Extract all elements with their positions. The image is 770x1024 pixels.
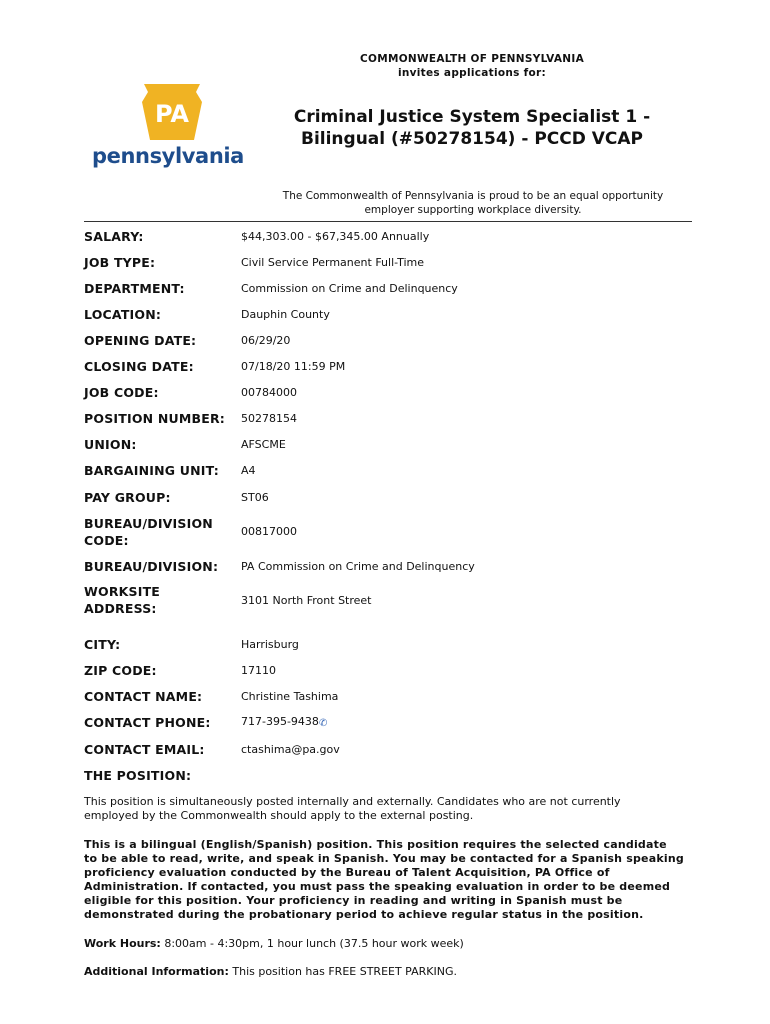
- field-label: JOB TYPE:: [84, 255, 156, 270]
- field-value: 00817000: [241, 525, 297, 538]
- field-label: LOCATION:: [84, 307, 162, 322]
- field-value: 17110: [241, 664, 276, 677]
- field-label: CLOSING DATE:: [84, 359, 194, 374]
- field-label: PAY GROUP:: [84, 490, 171, 505]
- field-label: CITY:: [84, 637, 121, 652]
- bilingual-line: to be able to read, write, and speak in Spanish. You may be contacted for a Spanish speaking: [84, 852, 684, 865]
- field-label: SALARY:: [84, 229, 144, 244]
- bilingual-line: demonstrated during the probationary period to achieve regular status in the position.: [84, 908, 644, 921]
- field-value: AFSCME: [241, 438, 286, 451]
- eeo-statement: [250, 189, 696, 217]
- field-label: BUREAU/DIVISION:: [84, 559, 219, 574]
- header-divider: [84, 221, 692, 222]
- job-title-line-2: Bilingual (#50278154) - PCCD VCAP: [300, 129, 644, 149]
- field-label-line-1: BUREAU/DIVISION: [84, 516, 213, 531]
- posting-note-line-2: employed by the Commonwealth should apply to the external posting.: [84, 809, 474, 822]
- field-value: Civil Service Permanent Full-Time: [241, 256, 425, 269]
- field-value: 06/29/20: [241, 334, 291, 347]
- field-label: OPENING DATE:: [84, 333, 197, 348]
- eeo-line-2: employer supporting workplace diversity.: [364, 204, 582, 216]
- email-link[interactable]: ctashima@pa.gov: [241, 743, 340, 756]
- additional-information: [84, 965, 694, 979]
- field-value: $44,303.00 - $67,345.00 Annually: [241, 230, 430, 243]
- field-label: CONTACT EMAIL:: [84, 742, 205, 757]
- employer-name: COMMONWEALTH OF PENNSYLVANIA: [359, 53, 585, 65]
- keystone-icon: [130, 82, 230, 144]
- phone-icon[interactable]: ✆: [318, 718, 328, 729]
- field-value: PA Commission on Crime and Delinquency: [241, 560, 475, 573]
- additional-information-value: This position has FREE STREET PARKING.: [228, 965, 457, 978]
- field-label: CONTACT NAME:: [84, 689, 203, 704]
- work-hours-label: Work Hours:: [84, 937, 161, 950]
- section-heading-position: THE POSITION:: [84, 768, 192, 783]
- field-value: 00784000: [241, 386, 297, 399]
- field-value-phone: [241, 714, 329, 729]
- field-value: 07/18/20 11:59 PM: [241, 360, 346, 373]
- logo-badge-text: PA: [155, 100, 189, 128]
- field-label: JOB CODE:: [84, 385, 159, 400]
- field-label: BARGAINING UNIT:: [84, 463, 219, 478]
- work-hours-value: 8:00am - 4:30pm, 1 hour lunch (37.5 hour work week): [160, 937, 464, 950]
- job-title-line-1: Criminal Justice System Specialist 1 -: [293, 107, 651, 127]
- field-value: Commission on Crime and Delinquency: [241, 282, 458, 295]
- field-label: UNION:: [84, 437, 137, 452]
- field-label: POSITION NUMBER:: [84, 411, 225, 426]
- field-value: ST06: [241, 491, 269, 504]
- field-label-line-2: ADDRESS:: [84, 601, 157, 616]
- field-label-line-1: WORKSITE: [84, 584, 161, 599]
- work-hours: [84, 937, 694, 951]
- invites-line: invites applications for:: [397, 67, 547, 79]
- bilingual-line: Administration. If contacted, you must pass the speaking evaluation in order to be deemed: [84, 880, 671, 893]
- field-label: DEPARTMENT:: [84, 281, 185, 296]
- posting-note: [84, 795, 694, 823]
- field-value: 3101 North Front Street: [241, 594, 372, 607]
- field-value: Dauphin County: [241, 308, 330, 321]
- field-label: [84, 515, 244, 549]
- bilingual-line: proficiency evaluation conducted by the Bureau of Talent Acquisition, PA Office of: [84, 866, 610, 879]
- pennsylvania-logo: [92, 82, 242, 174]
- field-label: ZIP CODE:: [84, 663, 157, 678]
- job-title: [268, 106, 676, 150]
- field-value: Harrisburg: [241, 638, 299, 651]
- field-value: Christine Tashima: [241, 690, 339, 703]
- bilingual-requirement: [84, 838, 694, 922]
- eeo-line-1: The Commonwealth of Pennsylvania is proud to be an equal opportunity: [282, 190, 664, 202]
- additional-information-label: Additional Information:: [84, 965, 229, 978]
- field-label-line-2: CODE:: [84, 533, 129, 548]
- bilingual-line: eligible for this position. Your proficiency in reading and writing in Spanish must be: [84, 894, 623, 907]
- bilingual-line: This is a bilingual (English/Spanish) position. This position requires the selected candidate: [84, 838, 667, 851]
- phone-number-link[interactable]: 717-395-9438: [241, 715, 319, 728]
- field-label: CONTACT PHONE:: [84, 715, 211, 730]
- field-label: [84, 583, 244, 617]
- header-intro: [288, 52, 656, 80]
- posting-note-line-1: This position is simultaneously posted internally and externally. Candidates who are not currently: [84, 795, 621, 808]
- field-value: 50278154: [241, 412, 297, 425]
- field-value: A4: [241, 464, 256, 477]
- logo-wordmark: pennsylvania: [92, 144, 244, 168]
